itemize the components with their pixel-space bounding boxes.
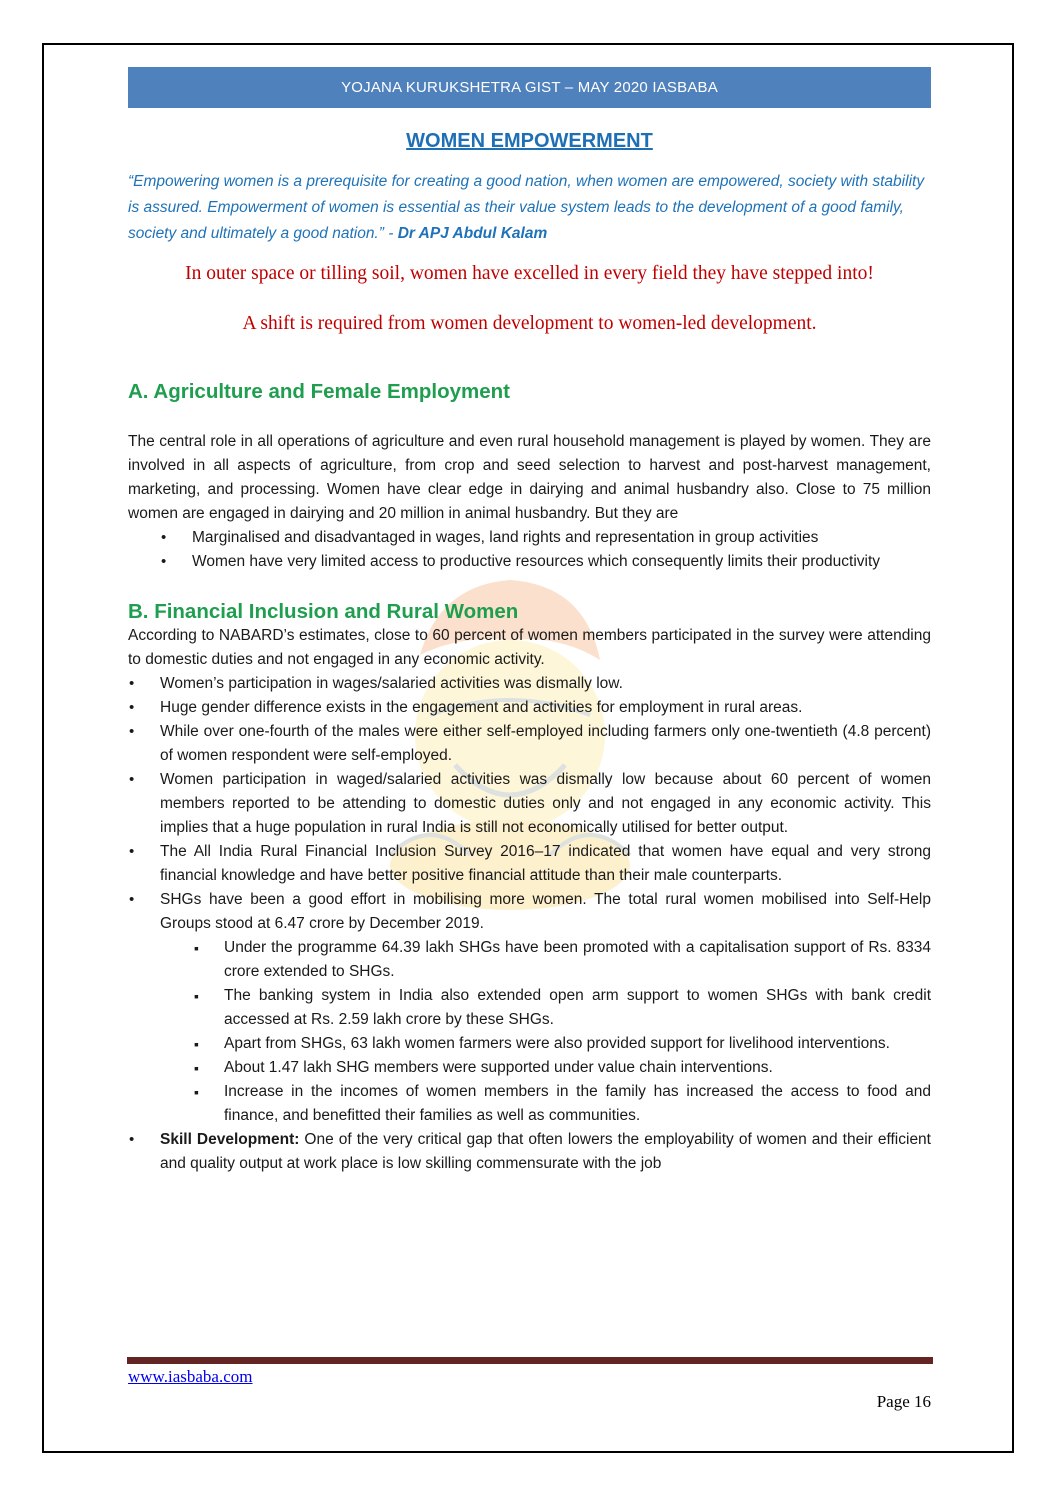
skill-list bbox=[128, 1128, 931, 1176]
page-content bbox=[128, 125, 931, 1176]
list-item: • The All India Rural Financial Inclusion Survey 2016–17 indicated that women have equal and very strong financial knowledge and have better positive financial attitude than their male counterparts. bbox=[128, 840, 931, 888]
page-number: Page 16 bbox=[876, 1392, 931, 1411]
skill-text: One of the very critical gap that often lowers the employability of women and their efficient and quality output at work place is low skilling commensurate with the job bbox=[160, 1131, 931, 1172]
list-item-skill-development bbox=[128, 1128, 931, 1176]
section-b-list bbox=[128, 672, 931, 936]
sub-list-item: ▪ Increase in the incomes of women members in the family has increased the access to food and finance, and benefitted their families as well as communities. bbox=[128, 1080, 931, 1128]
running-header: YOJANA KURUKSHETRA GIST – MAY 2020 IASBABA bbox=[128, 67, 931, 108]
quote-author: Dr APJ Abdul Kalam bbox=[397, 225, 548, 242]
list-item: • Women have very limited access to productive resources which consequently limits their productivity bbox=[128, 550, 931, 574]
section-b-paragraph: According to NABARD’s estimates, close to 60 percent of women members participated in the survey were attending to domestic duties and not engaged in any economic activity. bbox=[128, 627, 931, 668]
sub-list-item: ▪ The banking system in India also extended open arm support to women SHGs with bank credit accessed at Rs. 2.59 lakh crore by these SHGs. bbox=[128, 984, 931, 1032]
footer-divider bbox=[127, 1357, 933, 1364]
list-item: • While over one-fourth of the males were either self-employed including farmers only one-twentieth (4.8 percent) of women respondent were self-employed. bbox=[128, 720, 931, 768]
slogan-1: In outer space or tilling soil, women have excelled in every field they have stepped into! bbox=[185, 263, 874, 284]
sub-list-item: ▪ Under the programme 64.39 lakh SHGs have been promoted with a capitalisation support of Rs. 8334 crore extended to SHGs. bbox=[128, 936, 931, 984]
section-b-heading: B. Financial Inclusion and Rural Women bbox=[128, 600, 519, 623]
website-link[interactable]: www.iasbaba.com bbox=[128, 1367, 253, 1386]
list-item: • Women participation in waged/salaried activities was dismally low because about 60 percent of women members reported to be attending to domestic duties only and not engaged in any economic activity. This implies that a huge population in rural India is still not economically utilised for better output. bbox=[128, 768, 931, 840]
list-item: • Huge gender difference exists in the engagement and activities for employment in rural areas. bbox=[128, 696, 931, 720]
list-item: • SHGs have been a good effort in mobilising more women. The total rural women mobilised into Self-Help Groups stood at 6.47 crore by December 2019. bbox=[128, 888, 931, 936]
sub-list-item: ▪ About 1.47 lakh SHG members were supported under value chain interventions. bbox=[128, 1056, 931, 1080]
section-a-list bbox=[128, 526, 931, 574]
sub-list-item: ▪ Apart from SHGs, 63 lakh women farmers were also provided support for livelihood interventions. bbox=[128, 1032, 931, 1056]
quote-block bbox=[128, 169, 931, 247]
slogan-2: A shift is required from women development to women-led development. bbox=[242, 313, 817, 334]
list-item: • Marginalised and disadvantaged in wages, land rights and representation in group activities bbox=[128, 526, 931, 550]
section-a-heading: A. Agriculture and Female Employment bbox=[128, 380, 510, 403]
shg-sub-list bbox=[128, 936, 931, 1128]
document-title: WOMEN EMPOWERMENT bbox=[406, 130, 653, 152]
section-a-paragraph: The central role in all operations of agriculture and even rural household management is played by women. They are involved in all aspects of agriculture, from crop and seed selection to harvest and post-harvest management, marketing, and processing. Women have clear edge in dairying and animal husbandry also. Close to 75 million women are engaged in dairying and 20 million in animal husbandry. But they are bbox=[128, 433, 931, 522]
quote-text: “Empowering women is a prerequisite for creating a good nation, when women are empowered, society with stability is assured. Empowerment of women is essential as their value system leads to the development of a good family, society and ultimately a good nation.” - bbox=[128, 173, 925, 242]
list-item: • Women’s participation in wages/salaried activities was dismally low. bbox=[128, 672, 931, 696]
skill-label: Skill Development: bbox=[160, 1131, 300, 1148]
